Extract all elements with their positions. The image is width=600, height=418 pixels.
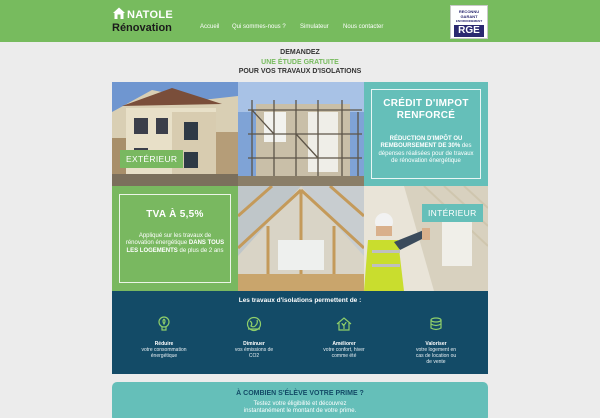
nav-nous-contacter[interactable]: Nous contacter: [343, 24, 384, 30]
prime-section[interactable]: [112, 382, 488, 418]
nav-simulateur[interactable]: Simulateur: [300, 24, 329, 30]
credit-impot-box: [371, 89, 481, 179]
worker-interior-image: [364, 186, 488, 291]
house-plant-icon: [335, 315, 353, 333]
logo-text-renovation: Rénovation: [112, 22, 172, 34]
benefit-reduire-desc1: votre consommation: [141, 347, 187, 353]
site-logo[interactable]: [112, 6, 178, 36]
benefit-reduire-desc2: énergétique: [150, 353, 178, 359]
interieur-label: INTÉRIEUR: [422, 204, 483, 222]
prime-title: À COMBIEN S'ÉLÈVE VOTRE PRIME ?: [236, 390, 364, 397]
rge-text-reconnu: RECONNU: [458, 9, 480, 14]
benefit-valoriser-name: Valoriser: [425, 341, 447, 347]
tva-title: TVA À 5,5%: [146, 209, 204, 220]
benefits-title: Les travaux d'isolations permettent de :: [238, 297, 362, 304]
headline: [0, 48, 600, 77]
credit-desc-rest: des dépenses réalisées pour de travaux de rénovation énergétique: [378, 143, 474, 165]
tva-box: [119, 194, 231, 283]
tva-desc-part1: Appliqué sur les travaux de rénovation énergétique: [125, 233, 212, 247]
exterieur-label: EXTÉRIEUR: [120, 150, 183, 168]
benefit-diminuer-desc1: vos émissions de: [234, 347, 274, 353]
benefits-section: [112, 291, 488, 374]
tva-desc-bold: DANS TOUS LES LOGEMENTS: [126, 240, 225, 254]
benefit-ameliorer-name: Améliorer: [332, 341, 356, 347]
coins-icon: [427, 315, 445, 333]
benefit-valoriser: [404, 315, 468, 365]
credit-title-line2: RENFORCÉ: [396, 110, 456, 121]
benefit-valoriser-desc2: cas de location ou: [415, 353, 457, 359]
benefit-diminuer: [222, 315, 286, 359]
house-exterior-image: [112, 82, 238, 186]
headline-line2: UNE ÉTUDE GRATUITE: [261, 58, 339, 66]
tva-tile: [112, 186, 238, 291]
tva-desc-part2: de plus de 2 ans: [179, 247, 224, 254]
credit-desc-bold: RÉDUCTION D'IMPÔT OU REMBOURSEMENT DE 30%: [380, 136, 463, 150]
nav-accueil[interactable]: Accueil: [200, 24, 220, 30]
benefit-ameliorer: [312, 315, 376, 359]
benefit-reduire-name: Réduire: [154, 341, 174, 347]
globe-icon: [245, 315, 263, 333]
interior-photo-tile[interactable]: [364, 186, 488, 291]
prime-desc-line2: instantanément le montant de votre prime.: [243, 408, 357, 415]
benefit-diminuer-name: Diminuer: [243, 341, 265, 347]
benefit-valoriser-desc3: de vente: [426, 359, 446, 365]
rge-text-main: RGE: [454, 25, 484, 37]
attic-photo-tile: [238, 186, 364, 291]
rge-text-garant: GARANT: [460, 14, 478, 19]
benefit-ameliorer-desc1: votre confort, hiver: [323, 347, 365, 353]
site-header: [0, 0, 600, 42]
benefit-ameliorer-desc2: comme été: [331, 353, 357, 359]
rge-text-environnement: ENVIRONNEMENT: [455, 19, 483, 23]
logo-text-natole: NATOLE: [127, 9, 174, 21]
offer-grid: [112, 82, 488, 291]
benefit-reduire: [132, 315, 196, 359]
leaf-bulb-icon: [155, 315, 173, 333]
headline-line1: DEMANDEZ: [280, 49, 320, 56]
benefit-valoriser-desc1: votre logement en: [415, 347, 457, 353]
headline-line3: POUR VOS TRAVAUX D'ISOLATIONS: [238, 68, 362, 75]
house-icon: [112, 6, 126, 20]
attic-insulation-image: [238, 186, 364, 291]
prime-desc-line1: Testez votre éligibilité et découvrez: [253, 401, 347, 407]
scaffolding-photo-tile: [238, 82, 364, 186]
exterior-photo-tile[interactable]: [112, 82, 238, 186]
rge-badge: [450, 5, 488, 39]
credit-title-line1: CRÉDIT D'IMPOT: [383, 98, 469, 109]
credit-impot-tile: [364, 82, 488, 186]
benefit-diminuer-desc2: CO2: [248, 353, 260, 359]
nav-qui-sommes-nous[interactable]: Qui sommes-nous ?: [232, 24, 286, 30]
scaffolding-image: [238, 82, 364, 186]
